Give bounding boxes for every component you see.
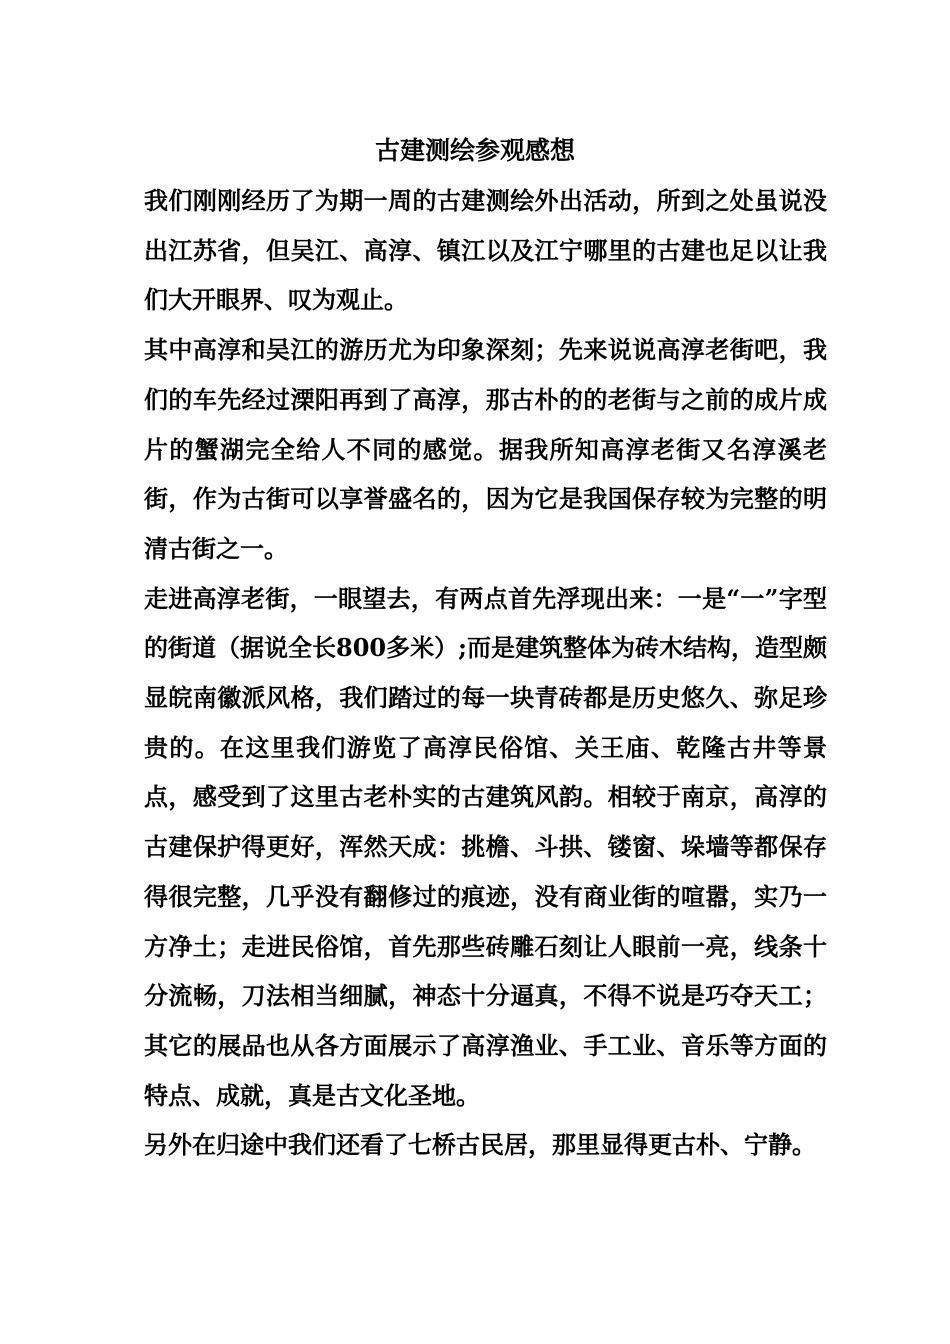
paragraph-gaochun-overview: 其中高淳和吴江的游历尤为印象深刻；先来说说高淳老街吧，我们的车先经过溧阳再到了高淳，那古朴的的老街与之前的成片成片的蟹湖完全给人不同的感觉。据我所知高淳老街又名淳溪老街，作为古街可以享誉盛名的，因为它是我国保存较为完整的明清古街之一。 <box>144 335 827 563</box>
document-title: 古建测绘参观感想 <box>374 136 575 165</box>
paragraph-qiqiao: 另外在归途中我们还看了七桥古民居，那里显得更古朴、宁静。 <box>144 1130 816 1160</box>
document-body <box>144 176 827 1170</box>
paragraph-intro: 我们刚刚经历了为期一周的古建测绘外出活动，所到之处虽说没出江苏省，但吴江、高淳、镇江以及江宁哪里的古建也足以让我们大开眼界、叹为观止。 <box>144 186 827 315</box>
paragraph-gaochun-street: 走进高淳老街，一眼望去，有两点首先浮现出来：一是“一”字型的街道（据说全长800多米）;而是建筑整体为砖木结构，造型颇显皖南徽派风格，我们踏过的每一块青砖都是历史悠久、弥足珍贵的。在这里我们游览了高淳民俗馆、关王庙、乾隆古井等景点，感受到了这里古老朴实的古建筑风韵。相较于南京，高淳的古建保护得更好，浑然天成：挑檐、斗拱、镂窗、垛墙等都保存得很完整，几乎没有翻修过的痕迹，没有商业街的喧嚣，实乃一方净土；走进民俗馆，首先那些砖雕石刻让人眼前一亮，线条十分流畅，刀法相当细腻，神态十分逼真，不得不说是巧夺天工；其它的展品也从各方面展示了高淳渔业、手工业、音乐等方面的特点、成就，真是古文化圣地。 <box>144 583 827 1110</box>
